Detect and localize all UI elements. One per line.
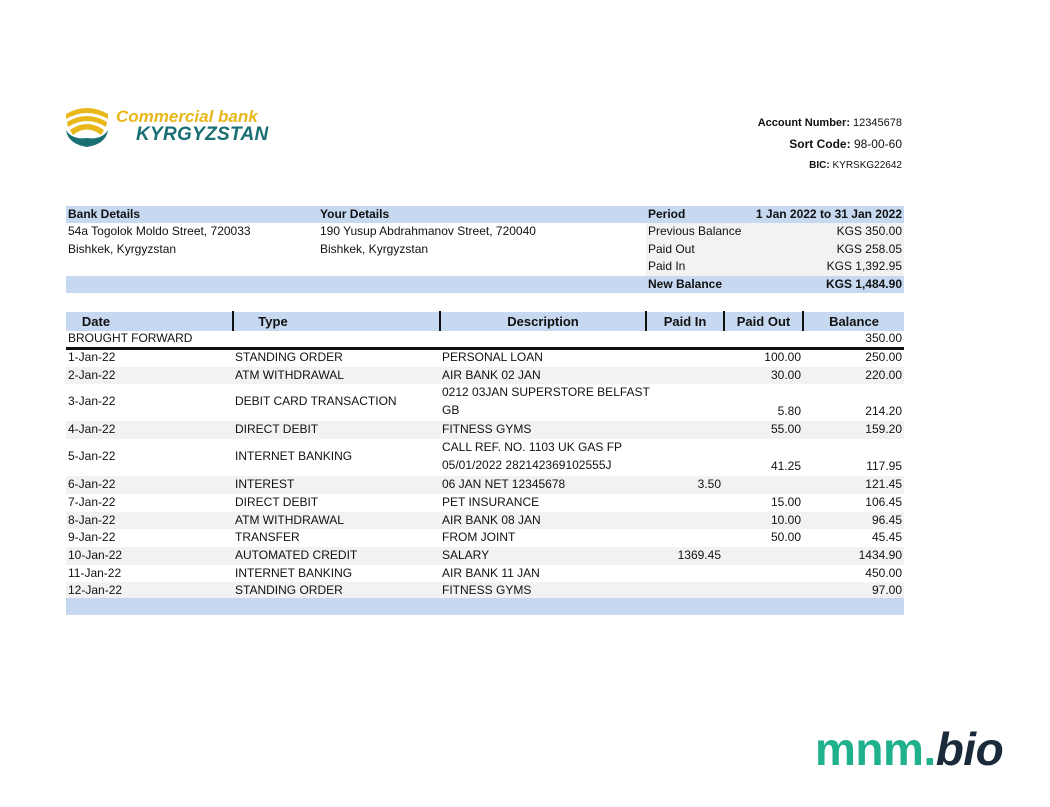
previous-balance-value: KGS 350.00 xyxy=(836,224,902,238)
cell-type: ATM WITHDRAWAL xyxy=(235,512,344,527)
bank-address-line2: Bishkek, Kyrgyzstan xyxy=(68,242,177,256)
paid-in-value: KGS 1,392.95 xyxy=(826,259,902,273)
paid-out-value: KGS 258.05 xyxy=(836,242,902,256)
cell-description: SALARY xyxy=(442,547,490,562)
cell-description: FITNESS GYMS xyxy=(442,583,532,598)
cell-paid-out: 55.00 xyxy=(770,422,801,437)
bank-logo xyxy=(64,104,284,152)
cell-type: INTEREST xyxy=(235,477,295,492)
cell-paid-out: 15.00 xyxy=(770,494,801,509)
cell-description: PET INSURANCE xyxy=(442,494,540,509)
cell-description: AIR BANK 11 JAN xyxy=(442,565,540,580)
cell-paid-out: 10.00 xyxy=(770,512,801,527)
brought-forward-balance: 350.00 xyxy=(865,331,902,345)
period-value: 1 Jan 2022 to 31 Jan 2022 xyxy=(755,207,902,221)
cell-type: TRANSFER xyxy=(235,530,300,545)
bank-address-line1: 54a Togolok Moldo Street, 720033 xyxy=(68,224,251,238)
cell-type: INTERNET BANKING xyxy=(235,449,353,464)
bank-details-label: Bank Details xyxy=(68,207,141,221)
cell-date: 4-Jan-22 xyxy=(68,422,116,437)
cell-date: 11-Jan-22 xyxy=(68,565,122,580)
cell-date: 10-Jan-22 xyxy=(68,547,123,562)
period-label: Period xyxy=(648,207,686,221)
cell-description: AIR BANK 08 JAN xyxy=(442,512,541,527)
cell-description-line2: GB xyxy=(442,403,460,418)
watermark-part2: bio xyxy=(935,723,1004,775)
bank-name-line1: Commercial bank xyxy=(116,107,258,126)
cell-date: 1-Jan-22 xyxy=(68,350,116,364)
cell-description: FROM JOINT xyxy=(442,530,516,545)
header-type: Type xyxy=(258,314,288,329)
cell-type: ATM WITHDRAWAL xyxy=(235,367,344,382)
cell-paid-out: 5.80 xyxy=(777,404,801,419)
cell-description: 06 JAN NET 12345678 xyxy=(442,477,566,492)
header-paid-out: Paid Out xyxy=(736,314,791,329)
cell-description-line2: 05/01/2022 282142369102555J xyxy=(442,458,612,473)
cell-date: 12-Jan-22 xyxy=(68,583,123,598)
previous-balance-label: Previous Balance xyxy=(648,224,742,238)
your-address-line1: 190 Yusup Abdrahmanov Street, 720040 xyxy=(320,224,536,238)
header-balance: Balance xyxy=(829,314,879,329)
cell-type: STANDING ORDER xyxy=(235,350,343,364)
header-paid-in: Paid In xyxy=(663,314,707,329)
paid-in-label: Paid In xyxy=(648,259,686,273)
account-number-row: Account Number: 12345678 xyxy=(757,117,902,129)
cell-date: 9-Jan-22 xyxy=(68,530,116,545)
bic: KYRSKG22642 xyxy=(832,160,902,171)
cell-type: DIRECT DEBIT xyxy=(235,422,319,437)
cell-paid-in: 3.50 xyxy=(697,477,721,492)
cell-balance: 106.45 xyxy=(865,494,902,509)
paid-out-label: Paid Out xyxy=(648,242,695,256)
header-description: Description xyxy=(507,314,579,329)
cell-description: AIR BANK 02 JAN xyxy=(442,367,541,382)
cell-balance: 220.00 xyxy=(865,367,902,382)
watermark-part1: mnm. xyxy=(815,723,936,775)
brought-forward-label: BROUGHT FORWARD xyxy=(68,331,193,345)
bic-row: BIC: KYRSKG22642 xyxy=(809,160,902,171)
cell-description: 0212 03JAN SUPERSTORE BELFAST xyxy=(442,385,650,400)
cell-paid-out: 41.25 xyxy=(770,459,801,474)
bank-name-line2: KYRGYZSTAN xyxy=(136,124,269,145)
table-footer-band xyxy=(66,598,904,615)
sort-code-row: Sort Code: 98-00-60 xyxy=(789,137,902,151)
your-address-line2: Bishkek, Kyrgyzstan xyxy=(320,242,429,256)
cell-balance: 117.95 xyxy=(866,459,902,474)
cell-date: 5-Jan-22 xyxy=(68,449,116,464)
cell-paid-in: 1369.45 xyxy=(677,547,721,562)
cell-description: PERSONAL LOAN xyxy=(442,350,543,364)
cell-date: 7-Jan-22 xyxy=(68,494,116,509)
cell-paid-out: 30.00 xyxy=(770,367,801,382)
cell-balance: 450.00 xyxy=(865,565,902,580)
header-date: Date xyxy=(81,314,111,329)
cell-description: FITNESS GYMS xyxy=(442,422,532,437)
cell-date: 2-Jan-22 xyxy=(68,367,116,382)
cell-description: CALL REF. NO. 1103 UK GAS FP xyxy=(442,440,623,455)
new-balance-band xyxy=(66,276,904,293)
cell-type: DEBIT CARD TRANSACTION xyxy=(235,394,397,409)
cell-type: AUTOMATED CREDIT xyxy=(235,547,358,562)
new-balance-label: New Balance xyxy=(648,277,723,291)
cell-balance: 250.00 xyxy=(865,350,902,364)
bank-emblem-icon xyxy=(64,104,110,150)
cell-type: INTERNET BANKING xyxy=(235,565,353,580)
cell-balance: 159.20 xyxy=(865,422,902,437)
cell-date: 6-Jan-22 xyxy=(68,477,116,492)
cell-date: 8-Jan-22 xyxy=(68,512,116,527)
account-number: 12345678 xyxy=(853,117,902,129)
account-info xyxy=(758,113,902,176)
watermark xyxy=(815,722,1003,776)
sort-code: 98-00-60 xyxy=(853,137,902,151)
cell-paid-out: 50.00 xyxy=(770,530,801,545)
cell-type: STANDING ORDER xyxy=(235,583,343,598)
cell-balance: 97.00 xyxy=(871,583,902,598)
cell-type: DIRECT DEBIT xyxy=(235,494,319,509)
cell-paid-out: 100.00 xyxy=(764,350,801,364)
cell-date: 3-Jan-22 xyxy=(68,394,116,409)
cell-balance: 1434.90 xyxy=(858,547,902,562)
cell-balance: 214.20 xyxy=(865,404,902,419)
your-details-label: Your Details xyxy=(320,207,390,221)
new-balance-value: KGS 1,484.90 xyxy=(825,277,902,291)
cell-balance: 96.45 xyxy=(871,512,902,527)
cell-balance: 121.45 xyxy=(865,477,902,492)
cell-balance: 45.45 xyxy=(871,530,902,545)
